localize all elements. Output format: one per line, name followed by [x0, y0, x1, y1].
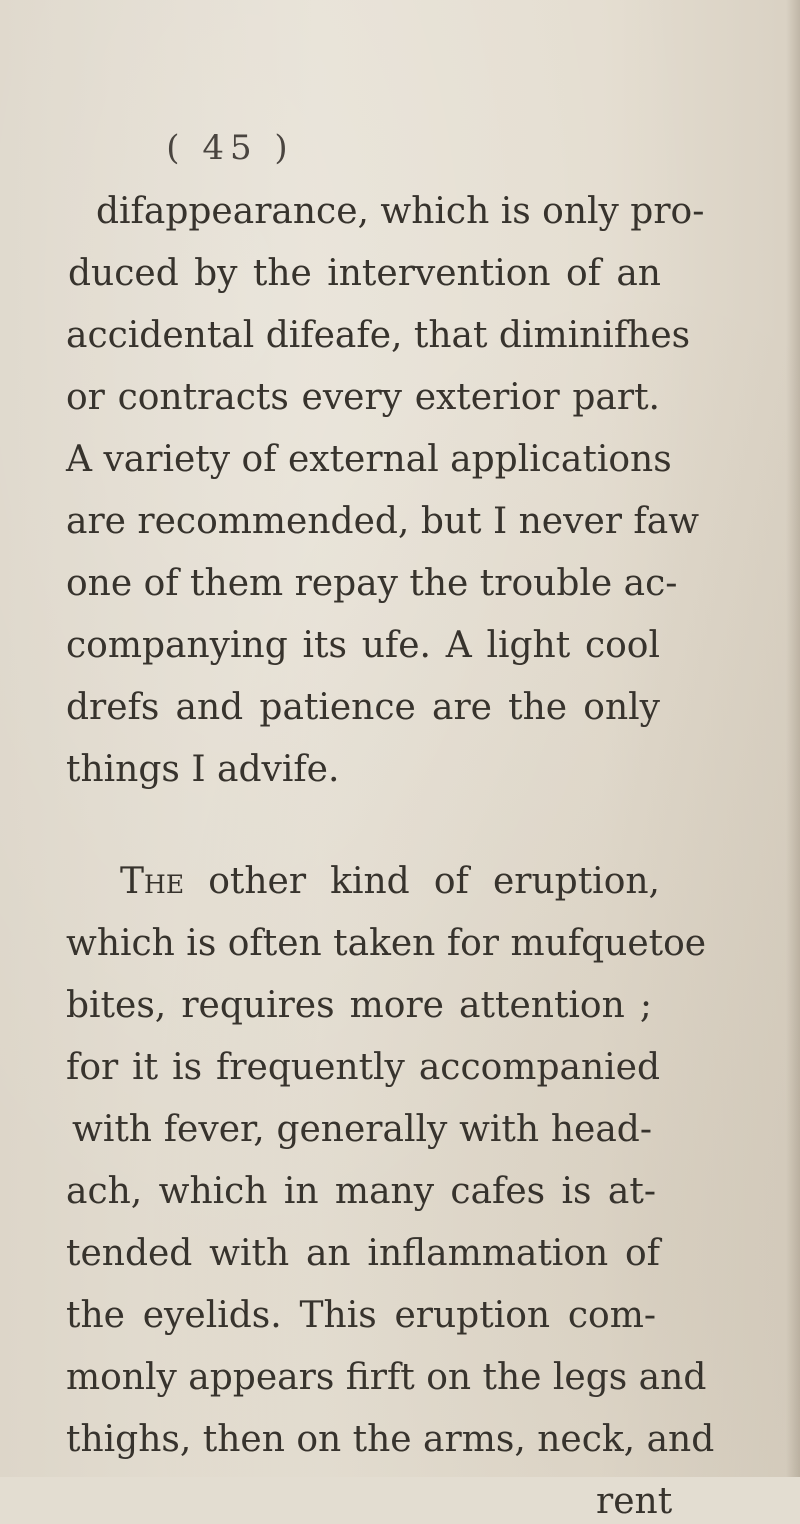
text-line: the eyelids. This eruption com- [66, 1295, 656, 1336]
paragraph-opening-line [120, 860, 660, 904]
text-line: duced by the intervention of an [68, 253, 661, 294]
text-line: ach, which in many cafes is at- [66, 1171, 656, 1212]
text-line: monly appears firft on the legs and [66, 1357, 707, 1398]
text-line: one of them repay the trouble ac- [66, 563, 678, 604]
text-line: drefs and patience are the only [66, 687, 660, 728]
text-line: for it is frequently accompanied [66, 1047, 660, 1088]
text-line: difappearance, which is only pro- [96, 191, 705, 232]
text-line: companying its ufe. A light cool [66, 625, 660, 666]
text-line: bites, requires more attention ; [66, 985, 652, 1026]
text-line: other kind of eruption, [184, 861, 660, 902]
text-line: thighs, then on the arms, neck, and [66, 1419, 715, 1460]
text-line: accidental difeafe, that diminifhes [66, 315, 691, 356]
text-line: tended with an inflammation of [66, 1233, 660, 1274]
text-line: A variety of external applications [66, 439, 672, 480]
page-number: ( 45 ) [166, 128, 294, 168]
text-line: or contracts every exterior part. [66, 377, 660, 418]
catchword: rent [596, 1481, 673, 1522]
text-line: which is often taken for mufquetoe [66, 923, 707, 964]
text-line: things I advife. [66, 749, 340, 790]
text-line: with fever, generally with head- [72, 1109, 652, 1150]
text-line: are recommended, but I never faw [66, 501, 700, 542]
page-edge-shadow [786, 0, 800, 1477]
paragraph-lead-word: The [120, 861, 185, 902]
